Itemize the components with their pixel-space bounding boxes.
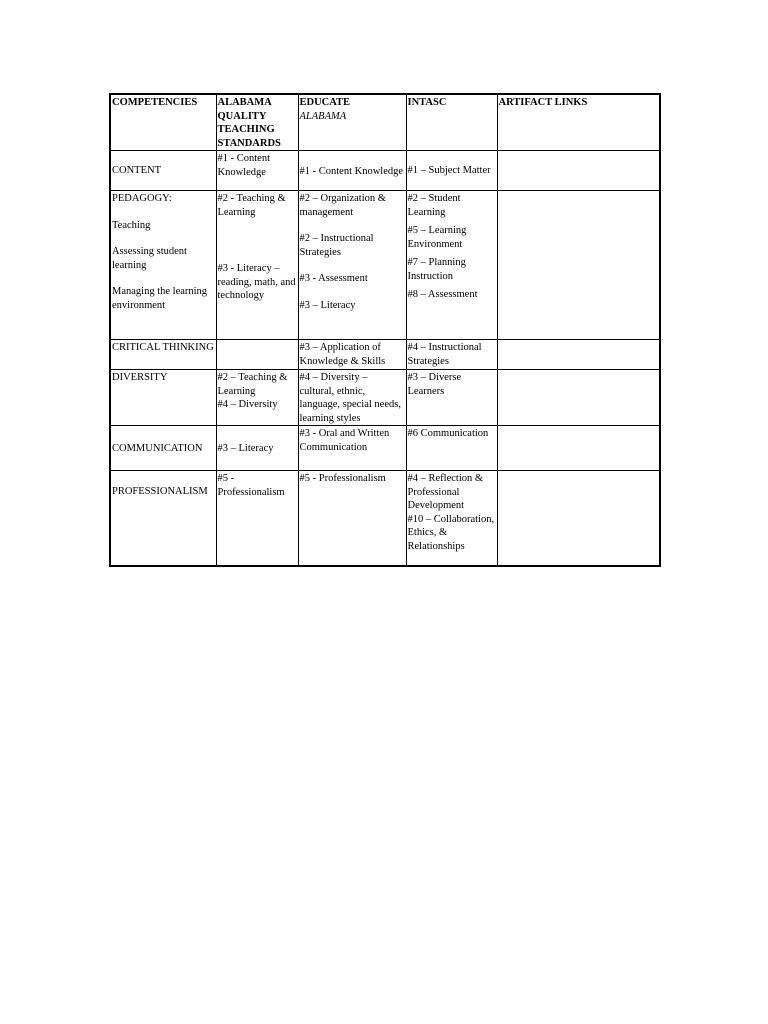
cell-artifact-critical[interactable] [497, 340, 660, 370]
cell-artifact-pedagogy[interactable] [497, 191, 660, 340]
header-competencies: COMPETENCIES [110, 94, 216, 151]
cell-artifact-professionalism[interactable] [497, 471, 660, 566]
table-row-pedagogy [110, 191, 660, 340]
cell-competency-communication: COMMUNICATION [110, 426, 216, 471]
table-row-communication [110, 426, 660, 471]
table-row-content [110, 151, 660, 191]
header-educate-subtitle: ALABAMA [299, 110, 347, 122]
cell-intasc-communication: #6 Communication [406, 426, 497, 471]
table-row-critical-thinking [110, 340, 660, 370]
intasc-professionalism-2: #10 – Collaboration, Ethics, & Relationships [407, 513, 495, 552]
cell-alabama-diversity [216, 370, 298, 426]
cell-competency-professionalism: PROFESSIONALISM [110, 471, 216, 566]
header-alabama-standards: ALABAMA QUALITY TEACHING STANDARDS [216, 94, 298, 151]
intasc-professionalism-1: #4 – Reflection & Professional Development [407, 473, 484, 511]
cell-competency-diversity: DIVERSITY [110, 370, 216, 426]
cell-educate-critical: #3 – Application of Knowledge & Skills [298, 340, 406, 370]
cell-alabama-communication: #3 – Literacy [216, 426, 298, 471]
competency-pedagogy-label: PEDAGOGY: [112, 193, 172, 204]
cell-artifact-communication[interactable] [497, 426, 660, 471]
competency-pedagogy-assessing: Assessing student learning [112, 246, 187, 271]
intasc-pedagogy-3: #7 – Planning Instruction [407, 257, 466, 282]
educate-pedagogy-2: #2 – Instructional Strategies [299, 233, 374, 258]
cell-intasc-content: #1 – Subject Matter [406, 151, 497, 191]
cell-competency-pedagogy [110, 191, 216, 340]
cell-artifact-content[interactable] [497, 151, 660, 191]
alabama-pedagogy-1: #2 - Teaching & Learning [217, 193, 286, 218]
alabama-diversity-2: #4 – Diversity [217, 399, 278, 410]
competency-pedagogy-managing: Managing the learning environment [112, 286, 208, 311]
header-intasc: INTASC [406, 94, 497, 151]
cell-intasc-critical: #4 – Instructional Strategies [406, 340, 497, 370]
educate-pedagogy-4: #3 – Literacy [299, 299, 356, 311]
header-row [110, 94, 660, 151]
alabama-diversity-1: #2 – Teaching & Learning [217, 372, 288, 397]
competency-pedagogy-teaching: Teaching [112, 219, 151, 231]
competencies-table [109, 93, 661, 567]
cell-intasc-professionalism [406, 471, 497, 566]
cell-competency-critical: CRITICAL THINKING [110, 340, 216, 370]
cell-educate-diversity: #4 – Diversity – cultural, ethnic, language, special needs, learning styles [298, 370, 406, 426]
cell-educate-pedagogy [298, 191, 406, 340]
educate-pedagogy-1: #2 – Organization & management [299, 193, 386, 218]
table-row-professionalism [110, 471, 660, 566]
cell-competency-content: CONTENT [110, 151, 216, 191]
cell-intasc-pedagogy [406, 191, 497, 340]
cell-alabama-professionalism: #5 - Professionalism [216, 471, 298, 566]
cell-intasc-diversity: #3 – Diverse Learners [406, 370, 497, 426]
cell-educate-professionalism: #5 - Professionalism [298, 471, 406, 566]
cell-artifact-diversity[interactable] [497, 370, 660, 426]
header-artifact-links: ARTIFACT LINKS [497, 94, 660, 151]
intasc-pedagogy-1: #2 – Student Learning [407, 193, 461, 218]
intasc-pedagogy-4: #8 – Assessment [407, 289, 478, 300]
cell-alabama-pedagogy [216, 191, 298, 340]
educate-pedagogy-3: #3 - Assessment [299, 273, 368, 284]
alabama-pedagogy-2: #3 - Literacy – reading, math, and technology [217, 263, 296, 301]
intasc-pedagogy-2: #5 – Learning Environment [407, 225, 467, 250]
cell-alabama-critical [216, 340, 298, 370]
cell-educate-content: #1 - Content Knowledge [298, 151, 406, 191]
header-educate [298, 94, 406, 151]
cell-educate-communication: #3 - Oral and Written Communication [298, 426, 406, 471]
cell-alabama-content: #1 - Content Knowledge [216, 151, 298, 191]
table-row-diversity [110, 370, 660, 426]
header-educate-title: EDUCATE [299, 97, 351, 108]
